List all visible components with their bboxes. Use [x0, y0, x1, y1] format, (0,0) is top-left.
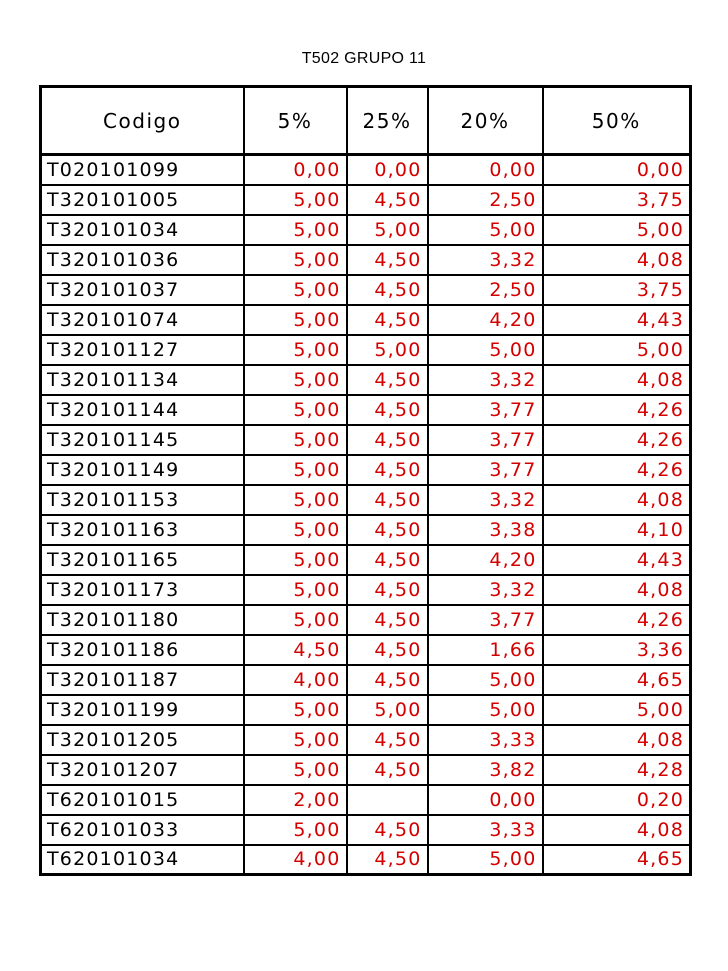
- value-cell-25pct: 4,50: [347, 305, 428, 335]
- table-header: [41, 87, 691, 155]
- value-cell-20pct: 3,77: [428, 425, 543, 455]
- table-row: [41, 155, 691, 185]
- table-row: [41, 365, 691, 395]
- code-cell: T320101173: [41, 575, 244, 605]
- value-cell-50pct: 4,43: [543, 305, 691, 335]
- value-cell-20pct: 3,33: [428, 815, 543, 845]
- value-cell-25pct: 4,50: [347, 425, 428, 455]
- value-cell-20pct: 3,33: [428, 725, 543, 755]
- value-cell-20pct: 3,77: [428, 605, 543, 635]
- table-row: [41, 785, 691, 815]
- column-header-5pct: 5%: [244, 87, 347, 155]
- value-cell-5pct: 5,00: [244, 275, 347, 305]
- page-title: T502 GRUPO 11: [301, 50, 427, 67]
- code-cell: T320101207: [41, 755, 244, 785]
- table-row: [41, 635, 691, 665]
- value-cell-5pct: 5,00: [244, 515, 347, 545]
- value-cell-20pct: 3,32: [428, 365, 543, 395]
- code-cell: T320101036: [41, 245, 244, 275]
- value-cell-5pct: 5,00: [244, 545, 347, 575]
- value-cell-5pct: 4,50: [244, 635, 347, 665]
- value-cell-5pct: 5,00: [244, 815, 347, 845]
- value-cell-5pct: 5,00: [244, 365, 347, 395]
- value-cell-25pct: 4,50: [347, 575, 428, 605]
- table-row: [41, 515, 691, 545]
- value-cell-25pct: 4,50: [347, 725, 428, 755]
- value-cell-25pct: 4,50: [347, 485, 428, 515]
- value-cell-20pct: 2,50: [428, 185, 543, 215]
- column-header-codigo: Codigo: [41, 87, 244, 155]
- code-cell: T320101005: [41, 185, 244, 215]
- value-cell-5pct: 5,00: [244, 215, 347, 245]
- value-cell-50pct: 4,65: [543, 845, 691, 875]
- value-cell-20pct: 1,66: [428, 635, 543, 665]
- code-cell: T320101149: [41, 455, 244, 485]
- value-cell-5pct: 5,00: [244, 305, 347, 335]
- code-cell: T320101074: [41, 305, 244, 335]
- table-row: [41, 545, 691, 575]
- value-cell-25pct: 4,50: [347, 395, 428, 425]
- code-cell: T620101015: [41, 785, 244, 815]
- value-cell-5pct: 5,00: [244, 185, 347, 215]
- value-cell-20pct: 5,00: [428, 215, 543, 245]
- code-cell: T320101186: [41, 635, 244, 665]
- value-cell-20pct: 4,20: [428, 545, 543, 575]
- code-cell: T320101165: [41, 545, 244, 575]
- code-cell: T320101034: [41, 215, 244, 245]
- value-cell-5pct: 5,00: [244, 725, 347, 755]
- value-cell-50pct: 5,00: [543, 335, 691, 365]
- table-row: [41, 605, 691, 635]
- value-cell-50pct: 0,00: [543, 155, 691, 185]
- value-cell-50pct: 4,10: [543, 515, 691, 545]
- value-cell-5pct: 5,00: [244, 425, 347, 455]
- value-cell-5pct: 5,00: [244, 755, 347, 785]
- value-cell-20pct: 3,32: [428, 245, 543, 275]
- code-cell: T320101145: [41, 425, 244, 455]
- table-row: [41, 485, 691, 515]
- value-cell-20pct: 3,77: [428, 455, 543, 485]
- value-cell-50pct: 4,65: [543, 665, 691, 695]
- header-row: [41, 87, 691, 155]
- value-cell-25pct: 4,50: [347, 815, 428, 845]
- value-cell-25pct: 4,50: [347, 365, 428, 395]
- code-cell: T620101033: [41, 815, 244, 845]
- value-cell-25pct: 0,00: [347, 155, 428, 185]
- code-cell: T620101034: [41, 845, 244, 875]
- value-cell-5pct: 5,00: [244, 695, 347, 725]
- value-cell-50pct: 3,75: [543, 185, 691, 215]
- value-cell-50pct: 3,36: [543, 635, 691, 665]
- table-row: [41, 335, 691, 365]
- value-cell-20pct: 3,82: [428, 755, 543, 785]
- value-cell-50pct: 4,08: [543, 365, 691, 395]
- value-cell-20pct: 0,00: [428, 155, 543, 185]
- value-cell-20pct: 3,38: [428, 515, 543, 545]
- table-row: [41, 845, 691, 875]
- value-cell-50pct: 4,08: [543, 815, 691, 845]
- value-cell-5pct: 5,00: [244, 575, 347, 605]
- column-header-25pct: 25%: [347, 87, 428, 155]
- code-cell: T320101163: [41, 515, 244, 545]
- code-cell: T320101205: [41, 725, 244, 755]
- code-cell: T320101153: [41, 485, 244, 515]
- value-cell-50pct: 4,26: [543, 455, 691, 485]
- value-cell-25pct: 4,50: [347, 635, 428, 665]
- value-cell-20pct: 5,00: [428, 335, 543, 365]
- value-cell-25pct: 5,00: [347, 335, 428, 365]
- code-cell: T320101144: [41, 395, 244, 425]
- value-cell-20pct: 3,32: [428, 485, 543, 515]
- value-cell-25pct: 4,50: [347, 605, 428, 635]
- table-row: [41, 425, 691, 455]
- value-cell-50pct: 3,75: [543, 275, 691, 305]
- value-cell-5pct: 0,00: [244, 155, 347, 185]
- table-row: [41, 395, 691, 425]
- code-cell: T320101127: [41, 335, 244, 365]
- table-row: [41, 725, 691, 755]
- column-header-20pct: 20%: [428, 87, 543, 155]
- table-row: [41, 575, 691, 605]
- code-cell: T020101099: [41, 155, 244, 185]
- value-cell-25pct: [347, 785, 428, 815]
- value-cell-20pct: 5,00: [428, 695, 543, 725]
- table-row: [41, 755, 691, 785]
- table-row: [41, 455, 691, 485]
- value-cell-5pct: 4,00: [244, 665, 347, 695]
- code-cell: T320101187: [41, 665, 244, 695]
- value-cell-50pct: 4,43: [543, 545, 691, 575]
- grades-table: [39, 85, 692, 876]
- value-cell-50pct: 4,26: [543, 425, 691, 455]
- value-cell-50pct: 4,26: [543, 395, 691, 425]
- value-cell-5pct: 4,00: [244, 845, 347, 875]
- value-cell-25pct: 4,50: [347, 665, 428, 695]
- value-cell-25pct: 5,00: [347, 695, 428, 725]
- table-row: [41, 275, 691, 305]
- value-cell-50pct: 4,08: [543, 245, 691, 275]
- code-cell: T320101037: [41, 275, 244, 305]
- value-cell-25pct: 5,00: [347, 215, 428, 245]
- value-cell-20pct: 5,00: [428, 665, 543, 695]
- value-cell-50pct: 4,28: [543, 755, 691, 785]
- value-cell-25pct: 4,50: [347, 245, 428, 275]
- value-cell-50pct: 4,08: [543, 485, 691, 515]
- column-header-50pct: 50%: [543, 87, 691, 155]
- value-cell-20pct: 4,20: [428, 305, 543, 335]
- table-row: [41, 815, 691, 845]
- value-cell-20pct: 5,00: [428, 845, 543, 875]
- value-cell-50pct: 4,08: [543, 725, 691, 755]
- value-cell-50pct: 4,26: [543, 605, 691, 635]
- value-cell-25pct: 4,50: [347, 455, 428, 485]
- code-cell: T320101199: [41, 695, 244, 725]
- value-cell-50pct: 5,00: [543, 695, 691, 725]
- table-body: [41, 155, 691, 875]
- value-cell-25pct: 4,50: [347, 185, 428, 215]
- value-cell-20pct: 3,77: [428, 395, 543, 425]
- table-row: [41, 215, 691, 245]
- table-row: [41, 185, 691, 215]
- code-cell: T320101134: [41, 365, 244, 395]
- value-cell-20pct: 2,50: [428, 275, 543, 305]
- table-row: [41, 695, 691, 725]
- value-cell-25pct: 4,50: [347, 515, 428, 545]
- value-cell-5pct: 5,00: [244, 605, 347, 635]
- value-cell-50pct: 4,08: [543, 575, 691, 605]
- value-cell-25pct: 4,50: [347, 845, 428, 875]
- table-row: [41, 665, 691, 695]
- value-cell-20pct: 3,32: [428, 575, 543, 605]
- value-cell-5pct: 5,00: [244, 335, 347, 365]
- value-cell-20pct: 0,00: [428, 785, 543, 815]
- table-row: [41, 305, 691, 335]
- value-cell-50pct: 5,00: [543, 215, 691, 245]
- value-cell-25pct: 4,50: [347, 545, 428, 575]
- value-cell-50pct: 0,20: [543, 785, 691, 815]
- value-cell-5pct: 5,00: [244, 485, 347, 515]
- code-cell: T320101180: [41, 605, 244, 635]
- value-cell-5pct: 5,00: [244, 455, 347, 485]
- value-cell-5pct: 2,00: [244, 785, 347, 815]
- value-cell-5pct: 5,00: [244, 245, 347, 275]
- value-cell-25pct: 4,50: [347, 755, 428, 785]
- table-row: [41, 245, 691, 275]
- value-cell-25pct: 4,50: [347, 275, 428, 305]
- value-cell-5pct: 5,00: [244, 395, 347, 425]
